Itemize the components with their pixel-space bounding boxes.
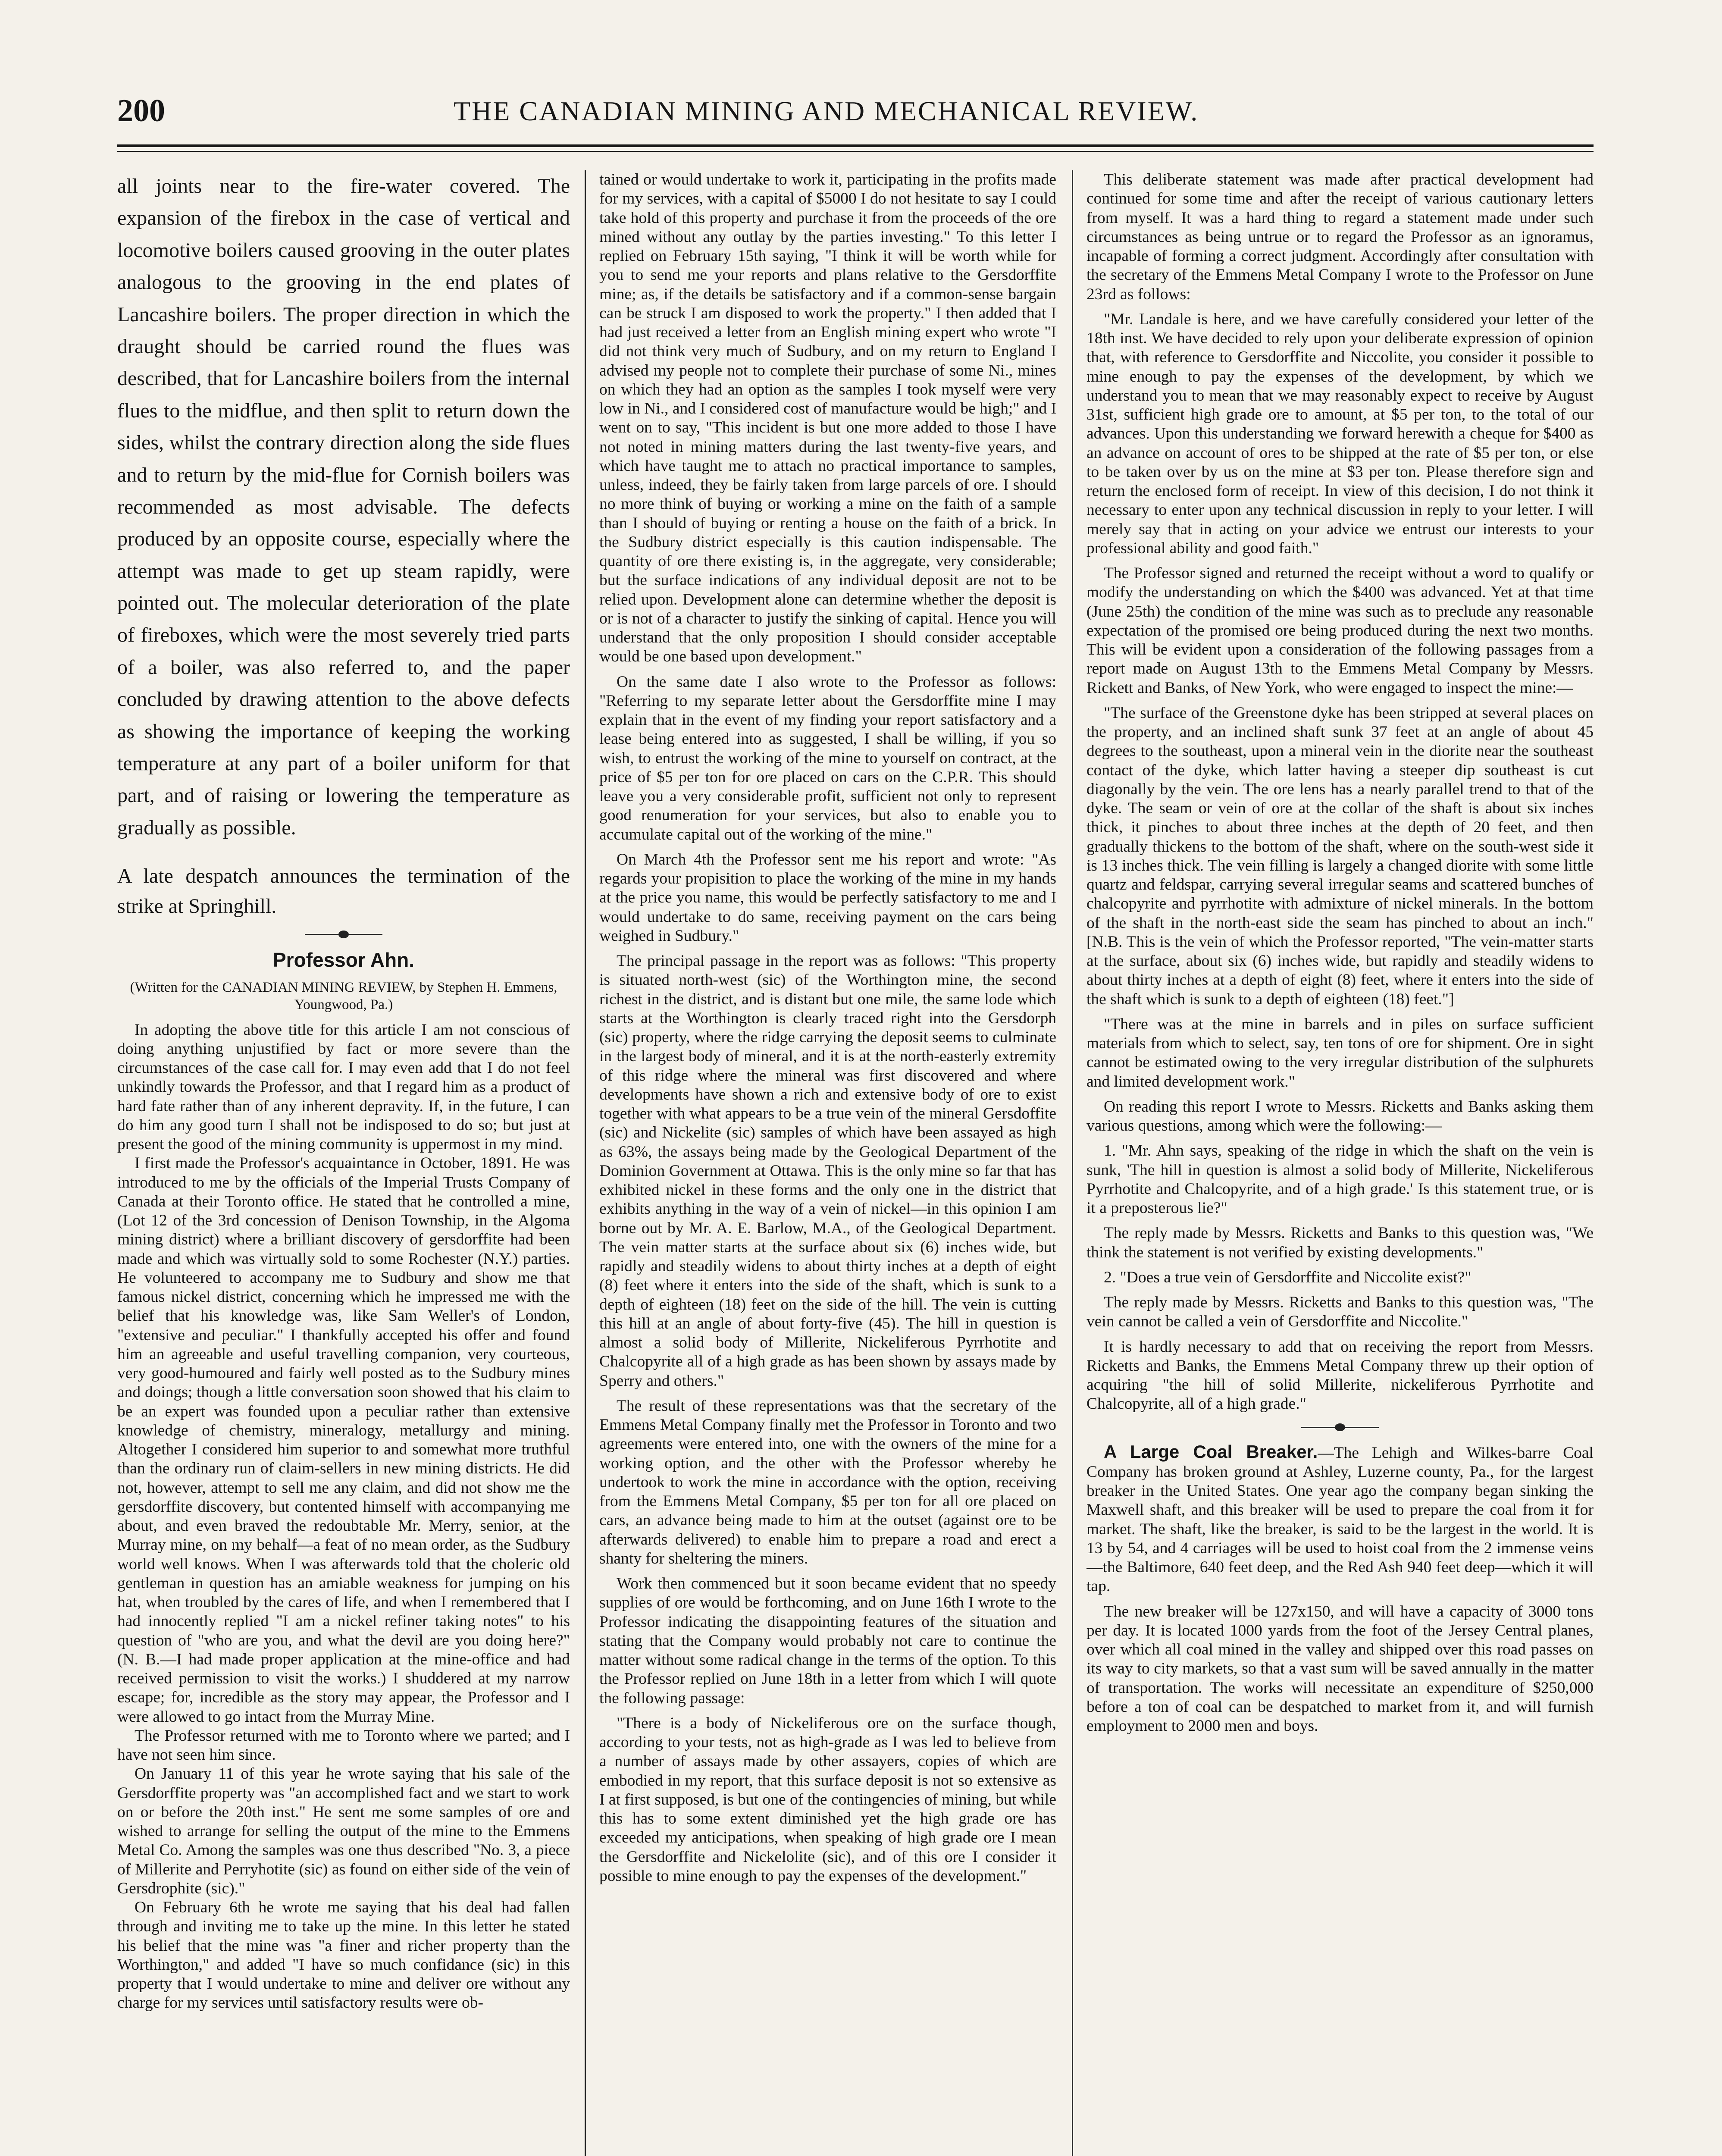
news-item: A late despatch announces the termination of the strike at Springhill. (117, 865, 570, 918)
article-paragraph: The reply made by Messrs. Ricketts and Banks to this question was, "The vein cannot be called a vein of Gersdorffite and Niccolite." (1086, 1294, 1594, 1331)
coal-breaker-lead: —The Lehigh and Wilkes-barre Coal Company has broken ground at Ashley, Luzerne county, Pa., for the largest breaker in the United States. One year ago the company began sinking the Maxwell shaft, and this breaker will be used to prepare the coal from it for market. The shaft, like the breaker, is said to be the largest in the world. It is 13 by 54, and 4 carriages will be used to hoist coal from the 2 immense veins—the Baltimore, 640 feet deep, and the Red Ash 940 feet deep—which it will tap. (1086, 1444, 1594, 1595)
article-paragraph: The principal passage in the report was as follows: "This property is situated north-west (sic) of the Worthington mine, the second richest in the district, and is distant but one mile, the same lode which starts at the Worthington is clearly traced right into the Gersdorph (sic) property, where the ridge carrying the deposit seems to culminate in the largest body of mineral, and it is at the north-easterly extremity of this ridge where the mineral was first discovered and where developments have shown a rich and extensive body of ore to exist together with what appears to be a true vein of the mineral Gersdoffite (sic) and Nickelite (sic) samples of which have been assayed as high as 63%, the assays being made by the Geological Department of the Dominion Government at Ottawa. This is the only mine so far that has exhibited nickel in these forms and the only one in the district that exhibits anything in the way of a vein of nickel—in this opinion I am borne out by Mr. A. E. Barlow, M.A., of the Geological Department. The vein matter starts at the surface about six (6) inches wide, but rapidly and steadily widens to about thirty inches at a depth of eight (8) feet where it enters into the side of the shaft, which is sunk to a depth of eighteen (18) feet on the side of the hill. The vein is cutting this hill at an angle of about forty-five (45). The hill in question is almost a solid body of Millerite, Nickeliferous Pyrrhotite and Chalcopyrite all of a high grade as has been shown by assays made by Sperry and others." (599, 952, 1056, 1390)
article-paragraph: I first made the Professor's acquaintance in October, 1891. He was introduced to me by the officials of the Imperial Trusts Company of Canada at their Toronto office. He stated that he controlled a mine, (Lot 12 of the 3rd concession of Denison Township, in the Algoma mining district) where a brilliant discovery of gersdorffite had been made and which was virtually sold to some Rochester (N.Y.) parties. He volunteered to accompany me to Sudbury and show me that famous nickel district, concerning which he impressed me with the belief that his knowledge was, like Sam Weller's of London, "extensive and peculiar." I thankfully accepted his offer and found him an agreeable and useful travelling companion, very courteous, very good-humoured and fairly well posted as to the Sudbury mines and doings; though a little conversation soon showed that his claim to be an expert was founded upon a peculiar rather than extensive knowledge of chemistry, mineralogy, metallurgy and mining. Altogether I considered him superior to and somewhat more truthful than the ordinary run of claim-sellers in new mining districts. He did not, however, attempt to sell me any claim, and did not show me the gersdorffite discovery, but contented himself with accompanying me about, and even braved the redoubtable Mr. Merry, senior, at the Murray mine, on my behalf—a feat of no mean order, as the Sudbury world well knows. When I was afterwards told that the choleric old gentleman in question has an amiable weakness for jumping on his hat, when troubled by the cares of life, and when I remembered that I had innocently replied "I am a nickel refiner taking notes" to his question of "who are you, and what the devil are you doing here?" (N. B.—I had made proper application at the mine-office and had received permission to visit the works.) I shuddered at my narrow escape; for, incredible as the story may appear, the Professor and I were allowed to go intact from the Murray Mine. (117, 1154, 570, 1726)
article-paragraph: On February 6th he wrote me saying that his deal had fallen through and inviting me to take up the mine. In this letter he stated his belief that the mine was "a finer and richer property than the Worthington," and added "I have so much confidance (sic) in this property that I would undertake to mine and deliver ore without any charge for my services until satisfactory results were ob- (117, 1899, 570, 2012)
article-quote: "There was at the mine in barrels and in piles on surface sufficient materials from which to select, say, ten tons of ore for shipment. Ore in sight cannot be estimated owing to the very irregular distribution of the sulphurets and limited development work." (1086, 1015, 1594, 1091)
column-left (117, 170, 570, 2156)
article-paragraph: It is hardly necessary to add that on receiving the report from Messrs. Ricketts and Banks, the Emmens Metal Company threw up their option of acquiring "the hill of solid Millerite, nickeliferous Pyrrhotite and Chalcopyrite, all of a high grade." (1086, 1338, 1594, 1413)
section-divider (1301, 1427, 1379, 1428)
article-byline: (Written for the CANADIAN MINING REVIEW, by Stephen H. Emmens, Youngwood, Pa.) (130, 980, 557, 1012)
article-quote: "The surface of the Greenstone dyke has been stripped at several places on the property, and an inclined shaft sunk 37 feet at an angle of about 45 degrees to the southeast, upon a mineral vein in the diorite near the southeast contact of the dyke, which latter having a steeper dip southeast is cut diagonally by the vein. The ore lens has a nearly parallel trend to that of the dyke. The seam or vein of ore at the collar of the shaft is about six inches thick, it pinches to about three inches at the depth of 20 feet, and then gradually thickens to the bottom of the shaft, where on the south-west side it is 13 inches thick. The vein filling is largely a changed diorite with some little quartz and feldspar, carrying several irregular seams and scattered bunches of chalcopyrite and pyrrhotite with admixture of nickel minerals. In the bottom of the shaft in the north-east side the seam has pinched to about an inch." [N.B. This is the vein of which the Professor reported, "The vein-matter starts at the surface, about six (6) inches wide, but rapidly and steadily widens to about thirty inches at a depth of eight (8) feet, where it enters into the side of the shaft which is sunk to a depth of eighteen (18) feet."] (1086, 704, 1594, 1008)
article-paragraph: The Professor returned with me to Toronto where we parted; and I have not seen him since. (117, 1727, 570, 1764)
coal-breaker-paragraph (1086, 1441, 1594, 1596)
coal-breaker-title: A Large Coal Breaker. (1104, 1441, 1318, 1462)
article-paragraph: On reading this report I wrote to Messrs. Ricketts and Banks asking them various questions, among which were the following:— (1086, 1097, 1594, 1134)
article-paragraph: On the same date I also wrote to the Professor as follows: "Referring to my separate letter about the Gersdorffite mine I may explain that in the event of my finding your report satisfactory and a lease being entered into as suggested, I shall be willing, if you so wish, to entrust the working of the mine to yourself on contract, at the price of $5 per ton for ore placed on cars on the C.P.R. This should leave you a very considerable profit, sufficient not only to represent good renumeration for your services, but also to enable you to accumulate capital out of the working of the mine." (599, 673, 1056, 843)
column-middle (599, 170, 1056, 2156)
header-rule-thin (117, 151, 1594, 152)
article-paragraph: On January 11 of this year he wrote saying that his sale of the Gersdorffite property was "an accomplished fact and we start to work on or before the 20th inst." He sent me some samples of ore and wished to arrange for selling the output of the mine to the Emmens Metal Co. Among the samples was one thus described "No. 3, a piece of Millerite and Perryhotite (sic) as found on either side of the vein of Gersdrophite (sic)." (117, 1765, 570, 1897)
article-paragraph: The result of these representations was that the secretary of the Emmens Metal Company finally met the Professor in Toronto and two agreements were entered into, one with the owners of the mine for a working option, and the other with the Professor whereby he undertook to work the mine in accordance with the option, receiving from the Emmens Metal Company, $5 per ton for all ore placed on cars, an advance being made to him at the outset (against ore to be afterwards delivered) to enable him to prepare a road and erect a shanty for sheltering the miners. (599, 1397, 1056, 1567)
section-divider (305, 934, 382, 935)
page-number: 200 (117, 93, 165, 128)
column-divider (585, 170, 586, 2156)
article-paragraph: Work then commenced but it soon became evident that no speedy supplies of ore would be forthcoming, and on June 16th I wrote to the Professor indicating the disappointing features of the situation and stating that the Company would probably not care to continue the matter without some radical change in the terms of the option. To this the Professor replied on June 18th in a letter from which I will quote the following passage: (599, 1575, 1056, 1707)
article-paragraph: This deliberate statement was made after practical development had continued for some time and after the receipt of various cautionary letters from myself. It was a hard thing to regard a statement made under such circumstances as being untrue or to regard the Professor as an ignoramus, incapable of forming a correct judgment. Accordingly after consultation with the secretary of the Emmens Metal Company I wrote to the Professor on June 23rd as follows: (1086, 171, 1594, 303)
article-paragraph: The reply made by Messrs. Ricketts and Banks to this question was, "We think the statement is not verified by existing developments." (1086, 1224, 1594, 1261)
article-paragraph: The Professor signed and returned the receipt without a word to qualify or modify the understanding on which the $400 was advanced. Yet at that time (June 25th) the condition of the mine was such as to preclude any reasonable expectation of the promised ore being produced during the next two months. This will be evident upon a consideration of the following passages from a report made on August 13th to the Emmens Metal Company by Messrs. Rickett and Banks, of New York, who were engaged to inspect the mine:— (1086, 564, 1594, 697)
journal-title: THE CANADIAN MINING AND MECHANICAL REVIEW. (454, 96, 1199, 126)
article-question: 2. "Does a true vein of Gersdorffite and Niccolite exist?" (1104, 1268, 1472, 1286)
article-paragraph: On March 4th the Professor sent me his report and wrote: "As regards your propisition to place the working of the mine in my hands at the price you name, this would be perfectly satisfactory to me and I would undertake to do same, receiving payment on the cars being weighed in Sudbury." (599, 850, 1056, 945)
column-right (1086, 170, 1594, 2156)
article-paragraph: In adopting the above title for this article I am not conscious of doing anything unjustified by fact or more severe than the circumstances of the case call for. I may even add that I do not feel unkindly towards the Professor, and that I regard him as a product of hard fate rather than of any inherent depravity. If, in the future, I can do him any good turn I shall not be indisposed to do so; but just at present the good of the mining community is uppermost in my mind. (117, 1021, 570, 1153)
article-paragraph: The new breaker will be 127x150, and will have a capacity of 3000 tons per day. It is located 1000 yards from the foot of the Jersey Central planes, over which all coal mined in the valley and shipped over this road passes on its way to city markets, so that a vast sum will be saved annually in the matter of transportation. The works will necessitate an expenditure of $250,000 before a ton of coal can be despatched to market from it, and will furnish employment to 2000 men and boys. (1086, 1602, 1594, 1735)
header-rule-thick (117, 144, 1594, 147)
article-question: 1. "Mr. Ahn says, speaking of the ridge in which the shaft on the vein is sunk, 'The hill in question is almost a solid body of Millerite, Nickeliferous Pyrrhotite and Chalcopyrite, and of a high grade.' Is this statement true, or is it a preposterous lie?" (1086, 1142, 1594, 1217)
article-paragraph: tained or would undertake to work it, participating in the profits made for my services, with a capital of $5000 I do not hesitate to say I could take hold of this property and purchase it from the proceeds of the ore mined without any outlay by the parties investing." To this letter I replied on February 15th saying, "I think it will be worth while for you to send me your reports and plans relative to the Gersdorffite mine; as, if the details be satisfactory and if a common-sense bargain can be struck I am disposed to work the property." I then added that I had just received a letter from an English mining expert who wrote "I did not think very much of Sudbury, and on my return to England I advised my people not to complete their purchase of some Ni., mines on which they had an option as the samples I took myself were very low in Ni., and I considered cost of manufacture would be high;" and I went on to say, "This incident is but one more added to those I have not noted in mining matters during the last twenty-five years, and which have taught me to attach no practical importance to samples, unless, indeed, they be fairly taken from large parcels of ore. I should no more think of buying or working a mine on the faith of a sample than I should of buying or renting a house on the faith of a brick. In the Sudbury district especially is this caution indispensable. The quantity of ore there existing is, in the aggregate, very considerable; but the surface indications of any individual deposit are not to be relied upon. Development alone can determine whether the deposit is or is not of a character to justify the sinking of capital. Hence you will understand that the only proposition I should consider acceptable would be one based upon development." (599, 171, 1056, 666)
article-quote: "Mr. Landale is here, and we have carefully considered your letter of the 18th inst. We have decided to rely upon your deliberate expression of opinion that, with reference to Gersdorffite and Niccolite, you consider it possible to mine enough to pay the expenses of the development, by which we understand you to mean that we may reasonably expect to receive by August 31st, sufficient high grade ore to amount, at $5 per ton, to the total of our advances. Upon this understanding we forward herewith a cheque for $400 as an advance on account of ores to be shipped at the rate of $5 per ton, or else to be taken over by us on the mine at $3 per ton. Please therefore sign and return the enclosed form of receipt. In view of this decision, I do not think it necessary to enter upon any technical discussion in reply to your letter. I will merely say that in acting on your advice we entrust our interests to your professional ability and good faith." (1086, 310, 1594, 557)
page-header (117, 93, 1594, 132)
article-quote: "There is a body of Nickeliferous ore on the surface though, according to your tests, not as high-grade as I was led to believe from a number of assays made by other assayers, copies of which are embodied in my report, that this surface deposit is not so extensive as I at first supposed, is but one of the contingencies of mining, but while this has to some extent diminished yet the high grade ore has exceeded my anticipations, when speaking of high grade ore I mean the Gersdorffite and Nickelolite (sic), and of this ore I consider it possible to mine enough to pay the expenses of the development." (599, 1714, 1056, 1885)
article-continuation: all joints near to the fire-water covered. The expansion of the firebox in the case of vertical and locomotive boilers caused grooving in the outer plates analogous to the grooving in the end plates of Lancashire boilers. The proper direction in which the draught should be carried round the flues was described, that for Lancashire boilers from the internal flues to the midflue, and then split to return down the sides, whilst the contrary direction along the side flues and to return by the mid-flue for Cornish boilers was recommended as most advisable. The defects produced by an opposite course, especially where the attempt was made to get up steam rapidly, were pointed out. The molecular deterioration of the plate of fireboxes, which were the most severely tried parts of a boiler, was also referred to, and the paper concluded by drawing attention to the above defects as showing the importance of keeping the working temperature at any part of a boiler uniform for that part, and of raising or lowering the temperature as gradually as possible. (117, 175, 570, 839)
column-divider (1072, 170, 1073, 2156)
article-title: Professor Ahn. (272, 949, 415, 971)
